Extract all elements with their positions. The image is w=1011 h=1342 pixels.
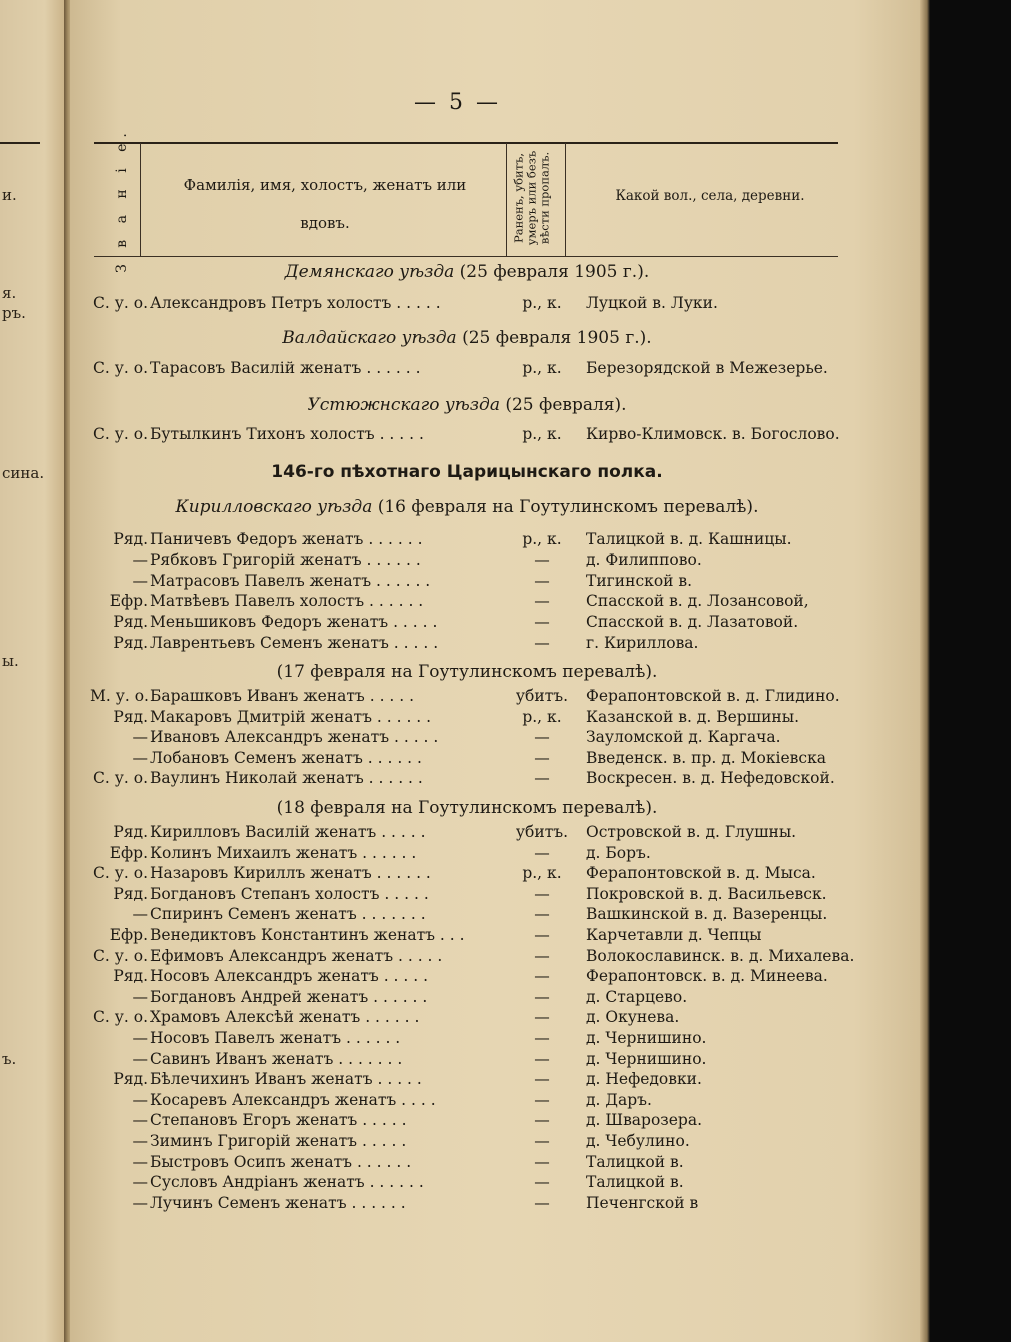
rank-cell: — xyxy=(132,1029,148,1047)
status-cell: р., к. xyxy=(522,530,562,548)
name-cell: Матвѣевъ Павелъ холостъ . . . . . . xyxy=(150,592,424,611)
rank-cell: — xyxy=(132,748,148,767)
status-cell: р., к. xyxy=(522,425,562,443)
name-cell: Богдановъ Андрей женатъ . . . . . . xyxy=(150,987,428,1006)
status-cell: — xyxy=(534,884,550,903)
name-cell: Тарасовъ Василій женатъ . . . . . . xyxy=(150,359,421,377)
name-cell: Матрасовъ Павелъ женатъ . . . . . . xyxy=(150,571,431,590)
status-cell: — xyxy=(534,967,550,986)
place-cell: Ферапонтовской в. д. Глидино. xyxy=(586,687,840,705)
status-cell: р., к. xyxy=(522,359,562,377)
table-row xyxy=(90,946,855,967)
left-fragment-text: ы. xyxy=(2,652,19,670)
table-row xyxy=(90,749,850,769)
rank-cell: — xyxy=(132,571,148,590)
name-cell: Богдановъ Степанъ холостъ . . . . . xyxy=(150,884,429,903)
place-cell: Покровской в. д. Васильевск. xyxy=(586,884,827,903)
rank-cell: Ряд. xyxy=(113,634,148,652)
status-cell: — xyxy=(534,748,550,767)
name-cell: Зиминъ Григорій женатъ . . . . . xyxy=(150,1132,407,1150)
section-heading xyxy=(92,395,842,415)
table-row xyxy=(90,1173,850,1193)
table-row xyxy=(90,1050,850,1070)
status-cell: — xyxy=(534,728,550,746)
status-cell: — xyxy=(534,1132,550,1150)
left-fragment-text: я. xyxy=(2,284,17,302)
rank-cell: — xyxy=(132,1193,148,1212)
place-cell: Березорядской в Межезерье. xyxy=(586,359,828,377)
section-title: Кирилловскаго уѣзда xyxy=(175,497,373,517)
regiment-title: 146-го пѣхотнаго Царицынскаго полка. xyxy=(271,462,663,482)
header-divider xyxy=(565,143,566,256)
header-top-rule xyxy=(94,142,838,144)
table-row xyxy=(90,1008,850,1028)
status-cell: — xyxy=(534,1029,550,1047)
place-cell: д. Чернишино. xyxy=(586,1029,707,1047)
name-cell: Рябковъ Григорій женатъ . . . . . . xyxy=(150,550,421,569)
rank-cell: С. у. о. xyxy=(93,294,148,312)
place-cell: Талицкой в. xyxy=(586,1173,684,1192)
name-cell: Савинъ Иванъ женатъ . . . . . . . xyxy=(150,1049,403,1068)
header-divider xyxy=(140,143,141,256)
section-suffix: (25 февраля). xyxy=(505,395,627,415)
rank-cell: С. у. о. xyxy=(93,425,148,443)
status-cell: — xyxy=(534,987,550,1006)
table-row xyxy=(90,905,850,925)
table-row xyxy=(90,926,850,946)
rank-cell: Ефр. xyxy=(109,843,148,862)
table-row xyxy=(90,1194,850,1214)
name-cell: Барашковъ Иванъ женатъ . . . . . xyxy=(150,687,415,705)
left-fragment-text: ръ. xyxy=(2,304,26,322)
place-cell: Печенгской в xyxy=(586,1193,699,1212)
rank-cell: Ряд. xyxy=(113,530,148,548)
table-row xyxy=(90,294,850,314)
name-cell: Назаровъ Кириллъ женатъ . . . . . . xyxy=(150,864,431,883)
rank-cell: Ефр. xyxy=(109,592,148,611)
table-row xyxy=(90,864,850,884)
section-title: Демянскаго уѣзда xyxy=(284,262,455,282)
name-cell: Александровъ Петръ холостъ . . . . . xyxy=(150,294,441,312)
section-suffix: (16 февраля на Гоутулинскомъ перевалѣ). xyxy=(377,497,759,517)
status-cell: р., к. xyxy=(522,864,562,883)
table-row xyxy=(90,769,850,789)
status-cell: — xyxy=(534,1152,550,1171)
page-edge xyxy=(920,0,930,1342)
rank-cell: — xyxy=(132,550,148,569)
table-row xyxy=(90,592,850,612)
place-cell: д. Окунева. xyxy=(586,1008,680,1027)
left-page-fragment xyxy=(0,0,64,1342)
rank-cell: — xyxy=(132,1049,148,1068)
status-cell: — xyxy=(534,1070,550,1089)
column-header-rank: З в а н і е. xyxy=(114,127,130,273)
place-cell: Островской в. д. Глушны. xyxy=(586,823,797,841)
name-cell: Бутылкинъ Тихонъ холостъ . . . . . xyxy=(150,425,424,443)
rank-cell: С. у. о. xyxy=(93,1008,148,1027)
status-cell: — xyxy=(534,926,550,944)
place-cell: Карчетавли д. Чепцы xyxy=(586,926,762,944)
rank-cell: С. у. о. xyxy=(93,864,148,883)
column-header-place: Какой вол., села, деревни. xyxy=(615,188,805,204)
status-cell: р., к. xyxy=(522,294,562,312)
status-cell: — xyxy=(534,1049,550,1068)
left-fragment-text: и. xyxy=(2,186,17,204)
table-row xyxy=(90,728,850,748)
table-row xyxy=(90,551,850,571)
place-cell: Спасской в. д. Лозансовой, xyxy=(586,592,809,611)
rank-cell: — xyxy=(132,1152,148,1171)
status-cell: убитъ. xyxy=(515,687,569,705)
page-number: — 5 — xyxy=(414,90,501,115)
rank-cell: — xyxy=(132,1111,148,1130)
rank-cell: — xyxy=(132,1090,148,1109)
name-cell: Носовъ Александръ женатъ . . . . . xyxy=(150,967,429,986)
table-row xyxy=(90,359,850,379)
place-cell: д. Филиппово. xyxy=(586,550,702,569)
status-cell: — xyxy=(534,634,550,652)
rank-cell: Ряд. xyxy=(113,823,148,841)
place-cell: Талицкой в. xyxy=(586,1152,684,1171)
name-cell: Сусловъ Андріанъ женатъ . . . . . . xyxy=(150,1173,424,1192)
table-row xyxy=(90,425,850,445)
left-fragment-text: сина. xyxy=(2,464,45,482)
table-row xyxy=(90,634,850,654)
table-row xyxy=(90,1111,850,1131)
status-cell: — xyxy=(534,769,550,787)
rank-cell: Ряд. xyxy=(113,1070,148,1089)
rank-cell: С. у. о. xyxy=(93,946,148,965)
name-cell: Паничевъ Федоръ женатъ . . . . . . xyxy=(150,530,423,548)
subsection-heading: (18 февраля на Гоутулинскомъ перевалѣ). xyxy=(276,798,658,818)
rank-cell: С. у. о. xyxy=(93,769,148,787)
column-header-name: Фамилія, имя, холостъ, женатъ или вдовъ. xyxy=(183,176,467,232)
left-fragment-text: ъ. xyxy=(2,1050,17,1068)
name-cell: Бѣлечихинъ Иванъ женатъ . . . . . xyxy=(150,1070,422,1089)
place-cell: д. Старцево. xyxy=(586,987,688,1006)
status-cell: р., к. xyxy=(522,707,562,726)
rank-cell: Ефр. xyxy=(109,926,148,944)
table-row xyxy=(90,708,850,728)
name-cell: Спиринъ Семенъ женатъ . . . . . . . xyxy=(150,905,426,924)
table-row xyxy=(90,530,850,550)
name-cell: Колинъ Михаилъ женатъ . . . . . . xyxy=(150,843,417,862)
place-cell: д. Боръ. xyxy=(586,843,651,862)
section-suffix: (25 февраля 1905 г.). xyxy=(459,262,650,282)
column-header-status: Раненъ, убитъ, умеръ или безъ вѣсти пропалъ. xyxy=(511,150,552,246)
name-cell: Храмовъ Алексѣй женатъ . . . . . . xyxy=(150,1008,420,1027)
status-cell: — xyxy=(534,1008,550,1027)
status-cell: убитъ. xyxy=(515,823,569,841)
name-cell: Быстровъ Осипъ женатъ . . . . . . xyxy=(150,1152,412,1171)
rank-cell: С. у. о. xyxy=(93,359,148,377)
table-row xyxy=(90,844,850,864)
rank-cell: Ряд. xyxy=(113,967,148,986)
table-row xyxy=(90,1091,850,1111)
name-cell: Меньшиковъ Федоръ женатъ . . . . . xyxy=(150,613,438,632)
name-cell: Макаровъ Дмитрій женатъ . . . . . . xyxy=(150,707,432,726)
name-cell: Ваулинъ Николай женатъ . . . . . . xyxy=(150,769,423,787)
section-heading xyxy=(92,328,842,348)
place-cell: д. Нефедовки. xyxy=(586,1070,702,1089)
place-cell: Луцкой в. Луки. xyxy=(586,294,718,312)
status-cell: — xyxy=(534,592,550,611)
header-bottom-rule xyxy=(94,256,838,257)
name-cell: Степановъ Егоръ женатъ . . . . . xyxy=(150,1111,407,1130)
place-cell: Воскресен. в. д. Нефедовской. xyxy=(586,769,835,787)
status-cell: — xyxy=(534,613,550,632)
table-row xyxy=(90,1132,850,1152)
table-row xyxy=(90,967,850,987)
place-cell: Кирво-Климовск. в. Богослово. xyxy=(586,425,840,443)
name-cell: Лаврентьевъ Семенъ женатъ . . . . . xyxy=(150,634,439,652)
status-cell: — xyxy=(534,1090,550,1109)
name-cell: Носовъ Павелъ женатъ . . . . . . xyxy=(150,1029,401,1047)
status-cell: — xyxy=(534,1193,550,1212)
name-cell: Кирилловъ Василій женатъ . . . . . xyxy=(150,823,426,841)
place-cell: Спасской в. д. Лазатовой. xyxy=(586,613,799,632)
place-cell: д. Даръ. xyxy=(586,1090,652,1109)
name-cell: Лобановъ Семенъ женатъ . . . . . . xyxy=(150,748,422,767)
name-cell: Венедиктовъ Константинъ женатъ . . . xyxy=(150,926,465,944)
table-row xyxy=(90,1153,850,1173)
header-divider xyxy=(506,143,507,256)
table-row xyxy=(90,988,850,1008)
place-cell: Талицкой в. д. Кашницы. xyxy=(586,530,792,548)
rank-cell: — xyxy=(132,905,148,924)
status-cell: — xyxy=(534,905,550,924)
name-cell: Ивановъ Александръ женатъ . . . . . xyxy=(150,728,439,746)
place-cell: Вашкинской в. д. Вазеренцы. xyxy=(586,905,828,924)
rank-cell: Ряд. xyxy=(113,884,148,903)
rank-cell: М. у. о. xyxy=(90,687,149,705)
name-cell: Ефимовъ Александръ женатъ . . . . . xyxy=(150,946,443,965)
status-cell: — xyxy=(534,1111,550,1130)
rank-cell: Ряд. xyxy=(113,707,148,726)
place-cell: Ферапонтовской в. д. Мыса. xyxy=(586,864,816,883)
place-cell: д. Чернишино. xyxy=(586,1049,707,1068)
table-row xyxy=(90,1070,850,1090)
section-title: Валдайскаго уѣзда xyxy=(282,328,457,348)
section-heading xyxy=(92,497,842,517)
place-cell: д. Шварозера. xyxy=(586,1111,703,1130)
table-row xyxy=(90,613,850,633)
table-row xyxy=(90,823,850,843)
place-cell: Тигинской в. xyxy=(586,571,693,590)
table-row xyxy=(90,1029,850,1049)
rank-cell: — xyxy=(132,1132,148,1150)
table-row xyxy=(90,572,850,592)
name-cell: Косаревъ Александръ женатъ . . . . xyxy=(150,1090,436,1109)
section-title: Устюжнскаго уѣзда xyxy=(307,395,500,415)
rank-cell: — xyxy=(132,1173,148,1192)
rank-cell: — xyxy=(132,987,148,1006)
place-cell: Зауломской д. Каргача. xyxy=(586,728,781,746)
place-cell: д. Чебулино. xyxy=(586,1132,690,1150)
name-cell: Лучинъ Семенъ женатъ . . . . . . xyxy=(150,1193,406,1212)
rank-cell: — xyxy=(132,728,148,746)
place-cell: Волокославинск. в. д. Михалева. xyxy=(586,946,855,965)
table-row xyxy=(90,687,850,707)
section-heading xyxy=(92,262,842,282)
section-suffix: (25 февраля 1905 г.). xyxy=(462,328,652,348)
place-cell: Введенск. в. пр. д. Мокіевска xyxy=(586,748,827,767)
status-cell: — xyxy=(534,550,550,569)
place-cell: Казанской в. д. Вершины. xyxy=(586,707,800,726)
status-cell: — xyxy=(534,843,550,862)
status-cell: — xyxy=(534,946,550,965)
rank-cell: Ряд. xyxy=(113,613,148,632)
subsection-heading: (17 февраля на Гоутулинскомъ перевалѣ). xyxy=(276,662,658,682)
place-cell: Ферапонтовск. в. д. Минеева. xyxy=(586,967,828,986)
place-cell: г. Кириллова. xyxy=(586,634,699,652)
status-cell: — xyxy=(534,1173,550,1192)
left-page-rule xyxy=(0,142,40,144)
table-row xyxy=(90,885,850,905)
status-cell: — xyxy=(534,571,550,590)
